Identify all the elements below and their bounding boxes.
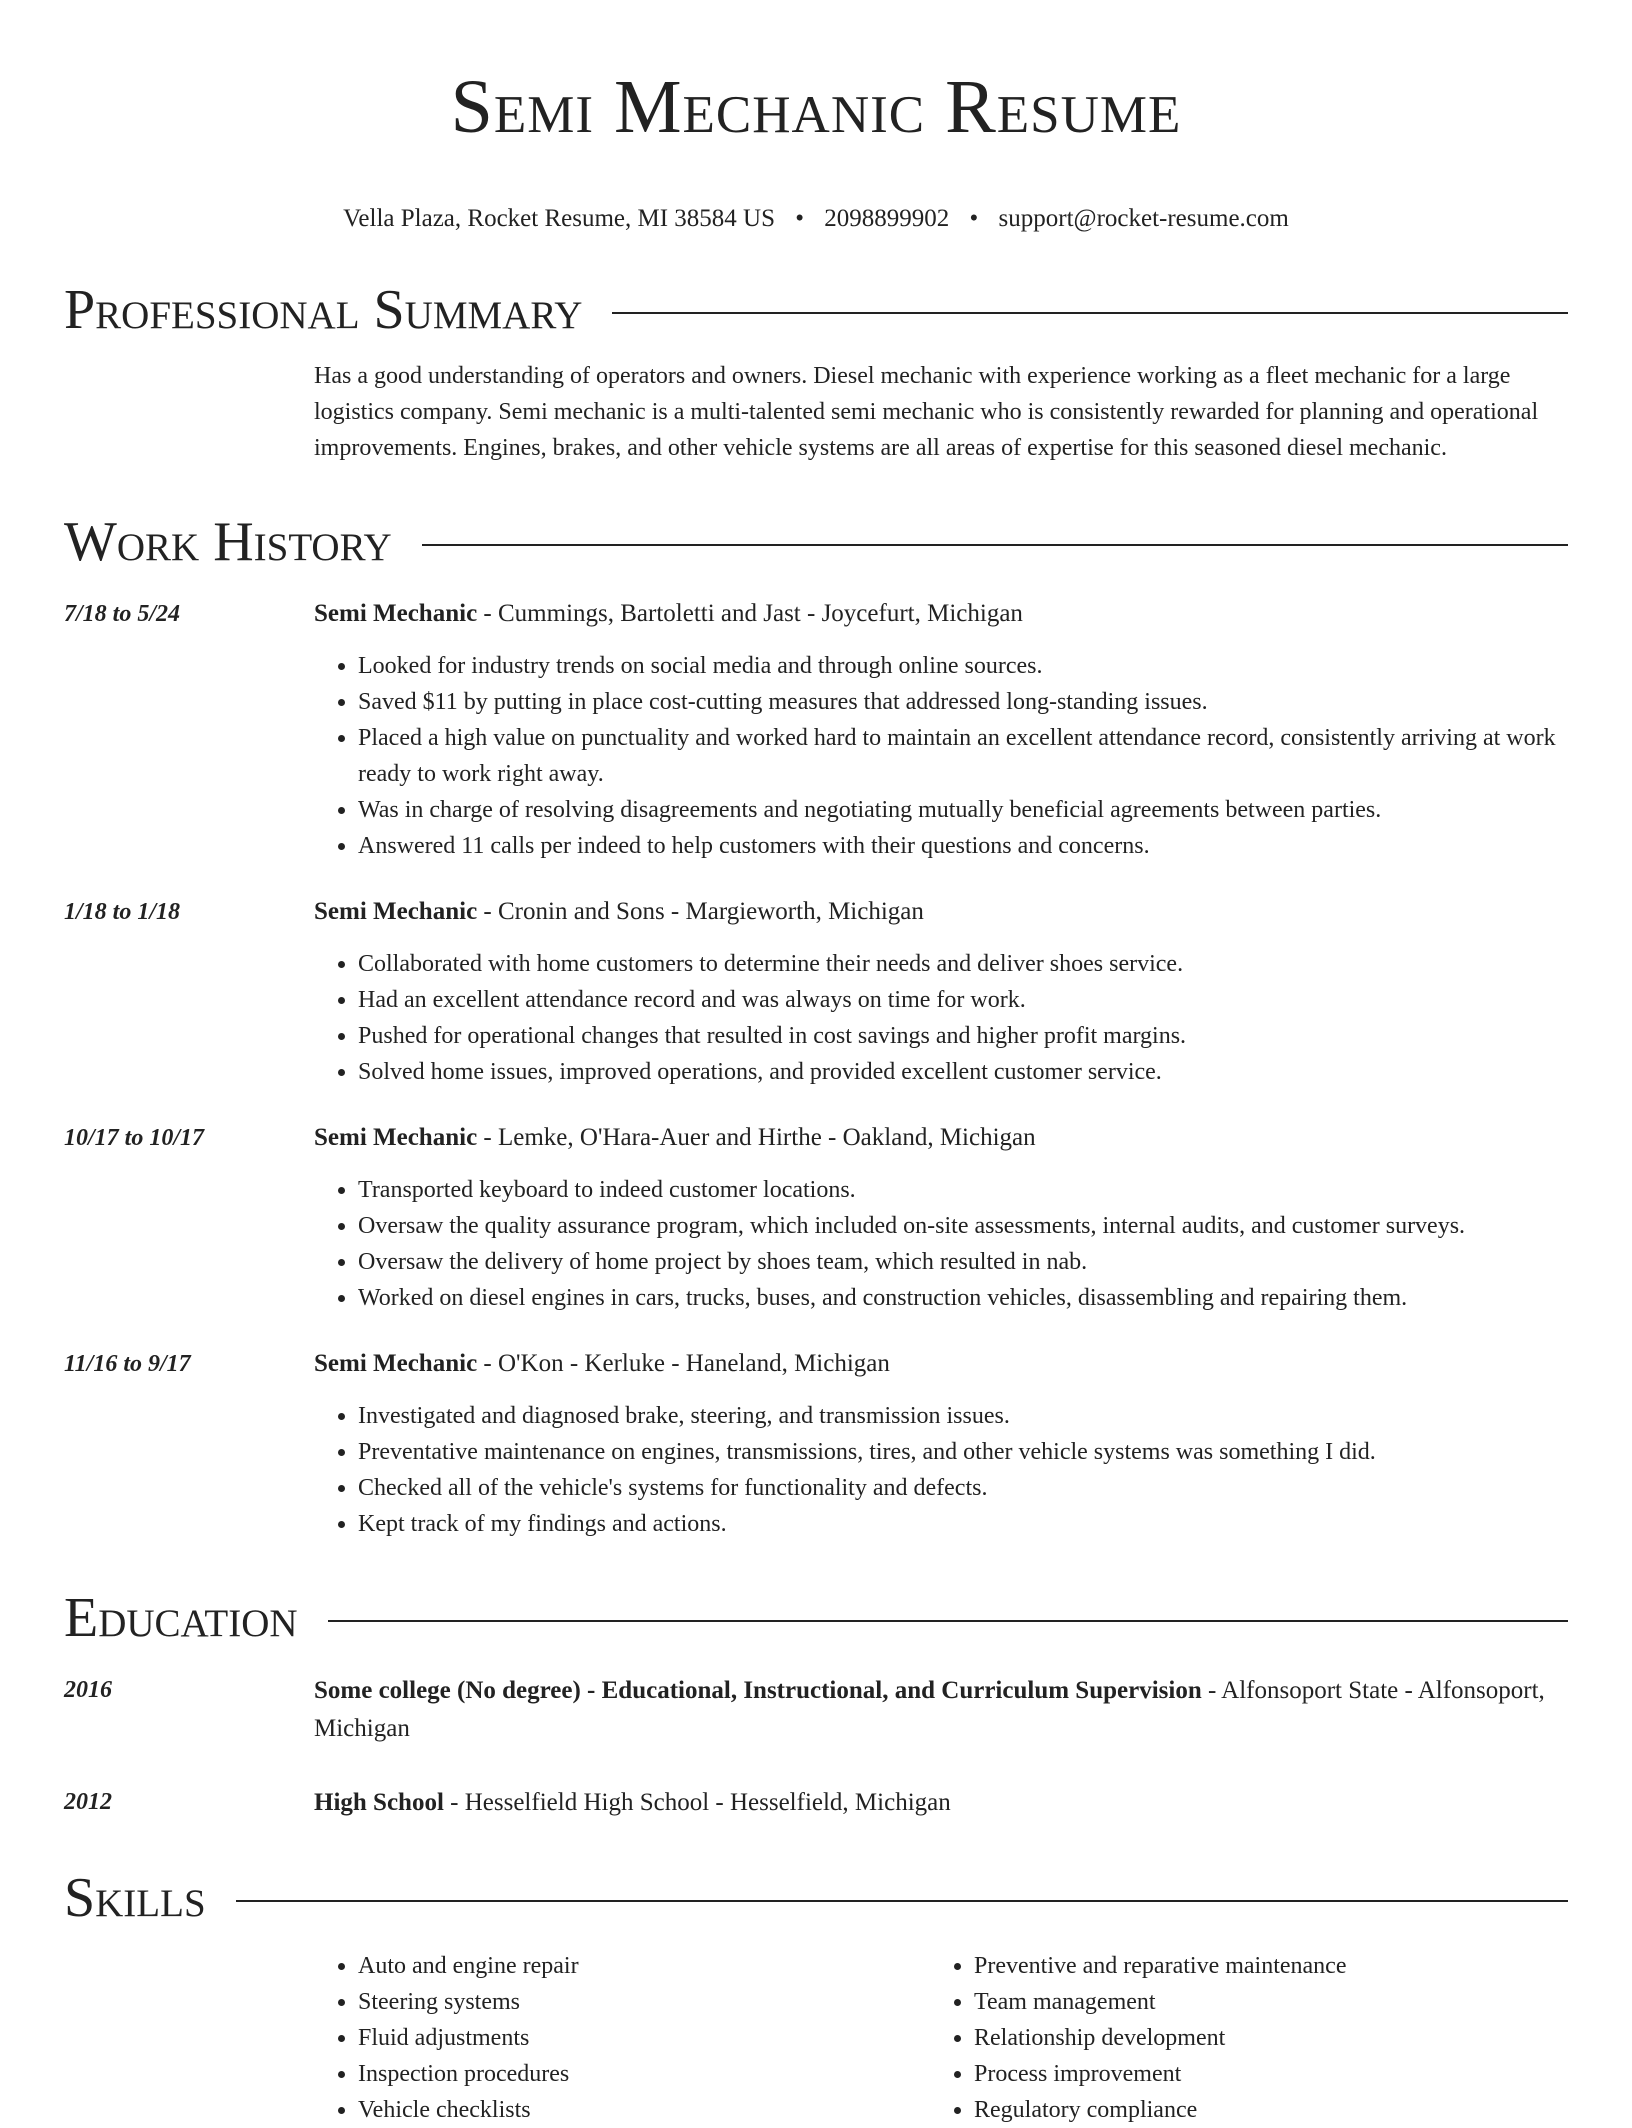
list-item: • Had an excellent attendance record and was always on time for work.: [358, 982, 1568, 1018]
job-heading: [314, 894, 1568, 930]
list-item: • Oversaw the delivery of home project by shoes team, which resulted in nab.: [358, 1244, 1568, 1280]
list-item: • Saved $11 by putting in place cost-cutting measures that addressed long-standing issues.: [358, 684, 1568, 720]
section-divider: [236, 1900, 1568, 1902]
job-entry: [64, 596, 1568, 864]
list-item: • Kept track of my findings and actions.: [358, 1506, 1568, 1542]
skill-item: • Fluid adjustments: [358, 2020, 930, 2056]
list-item: • Transported keyboard to indeed customer locations.: [358, 1172, 1568, 1208]
job-bullets: [314, 1172, 1568, 1316]
education-section-header: [64, 1588, 1568, 1648]
work-list: [64, 596, 1568, 1542]
skill-item: • Preventive and reparative maintenance: [974, 1948, 1546, 1984]
contact-separator: •: [795, 205, 805, 232]
job-details: - O'Kon - Kerluke - Haneland, Michigan: [477, 1350, 890, 1377]
list-item: • Preventative maintenance on engines, transmissions, tires, and other vehicle systems was something I did.: [358, 1434, 1568, 1470]
skill-item: • Regulatory compliance: [974, 2092, 1546, 2128]
education-degree: High School: [314, 1789, 444, 1816]
skills-list: [314, 1948, 1568, 2128]
education-entry: [64, 1672, 1568, 1748]
skills-column-left: [314, 1948, 930, 2128]
resume-page: [64, 0, 1568, 2128]
job-role: Semi Mechanic: [314, 600, 478, 627]
skill-item: • Auto and engine repair: [358, 1948, 930, 1984]
summary-text: Has a good understanding of operators and owners. Diesel mechanic with experience working as a fleet mechanic for a large logistics company. Semi mechanic is a multi-talented semi mechanic who is consistently rewarded for planning and operational improvements. Engines, brakes, and other vehicle systems are all areas of expertise for this seasoned diesel mechanic.: [314, 363, 1539, 461]
contact-line: [64, 204, 1568, 234]
contact-phone: 2098899902: [824, 205, 950, 232]
job-role: Semi Mechanic: [314, 898, 478, 925]
skill-item: • Relationship development: [974, 2020, 1546, 2056]
education-year: 2012: [64, 1789, 112, 1815]
job-dates: 11/16 to 9/17: [64, 1351, 191, 1377]
skill-item: • Team management: [974, 1984, 1546, 2020]
job-details: - Cummings, Bartoletti and Jast - Joycefurt, Michigan: [477, 600, 1023, 627]
job-dates: 7/18 to 5/24: [64, 601, 181, 627]
section-title: Education: [64, 1587, 298, 1649]
job-details: - Cronin and Sons - Margieworth, Michigan: [477, 898, 924, 925]
job-bullets: [314, 1398, 1568, 1542]
summary-section-header: [64, 280, 1568, 340]
job-dates: 10/17 to 10/17: [64, 1125, 205, 1151]
section-divider: [328, 1620, 1568, 1622]
skill-item: • Vehicle checklists: [358, 2092, 930, 2128]
section-divider: [422, 544, 1568, 546]
job-role: Semi Mechanic: [314, 1124, 478, 1151]
education-year: 2016: [64, 1677, 112, 1703]
job-entry: [64, 894, 1568, 1090]
job-details: - Lemke, O'Hara-Auer and Hirthe - Oakland, Michigan: [477, 1124, 1036, 1151]
education-heading: [314, 1784, 1568, 1822]
section-title: Professional Summary: [64, 279, 583, 341]
job-entry: [64, 1346, 1568, 1542]
education-details: - Hesselfield High School - Hesselfield, Michigan: [443, 1789, 951, 1816]
list-item: • Answered 11 calls per indeed to help customers with their questions and concerns.: [358, 828, 1568, 864]
work-section-header: [64, 512, 1568, 572]
skill-item: • Steering systems: [358, 1984, 930, 2020]
skills-column-right: [930, 1948, 1546, 2128]
resume-title: Semi Mechanic Resume: [450, 65, 1182, 149]
skills-section-header: [64, 1868, 1568, 1928]
education-heading: [314, 1672, 1568, 1748]
list-item: • Checked all of the vehicle's systems for functionality and defects.: [358, 1470, 1568, 1506]
section-title: Work History: [64, 511, 392, 573]
education-entry: [64, 1784, 1568, 1822]
list-item: • Was in charge of resolving disagreements and negotiating mutually beneficial agreements between parties.: [358, 792, 1568, 828]
list-item: • Investigated and diagnosed brake, steering, and transmission issues.: [358, 1398, 1568, 1434]
list-item: • Worked on diesel engines in cars, trucks, buses, and construction vehicles, disassembling and repairing them.: [358, 1280, 1568, 1316]
section-title: Skills: [64, 1867, 206, 1929]
job-bullets: [314, 946, 1568, 1090]
list-item: • Looked for industry trends on social media and through online sources.: [358, 648, 1568, 684]
contact-address: Vella Plaza, Rocket Resume, MI 38584 US: [343, 205, 776, 232]
job-bullets: [314, 648, 1568, 864]
education-degree: Some college (No degree) - Educational, Instructional, and Curriculum Supervision: [314, 1677, 1202, 1704]
contact-email: support@rocket-resume.com: [998, 205, 1289, 232]
job-dates: 1/18 to 1/18: [64, 899, 181, 925]
job-heading: [314, 596, 1568, 632]
list-item: • Placed a high value on punctuality and worked hard to maintain an excellent attendance record, consistently arriving at work ready to work right away.: [358, 720, 1568, 792]
job-heading: [314, 1346, 1568, 1382]
job-role: Semi Mechanic: [314, 1350, 478, 1377]
skill-item: • Process improvement: [974, 2056, 1546, 2092]
skill-item: • Inspection procedures: [358, 2056, 930, 2092]
job-heading: [314, 1120, 1568, 1156]
list-item: • Solved home issues, improved operations, and provided excellent customer service.: [358, 1054, 1568, 1090]
list-item: • Pushed for operational changes that resulted in cost savings and higher profit margins.: [358, 1018, 1568, 1054]
list-item: • Oversaw the quality assurance program, which included on-site assessments, internal audits, and customer surveys.: [358, 1208, 1568, 1244]
section-divider: [612, 312, 1568, 314]
summary-row: [64, 358, 1568, 466]
education-details: - Alfonsoport State - Alfonsoport, Michigan: [314, 1677, 1545, 1742]
list-item: • Collaborated with home customers to determine their needs and deliver shoes service.: [358, 946, 1568, 982]
contact-separator: •: [969, 205, 979, 232]
job-entry: [64, 1120, 1568, 1316]
